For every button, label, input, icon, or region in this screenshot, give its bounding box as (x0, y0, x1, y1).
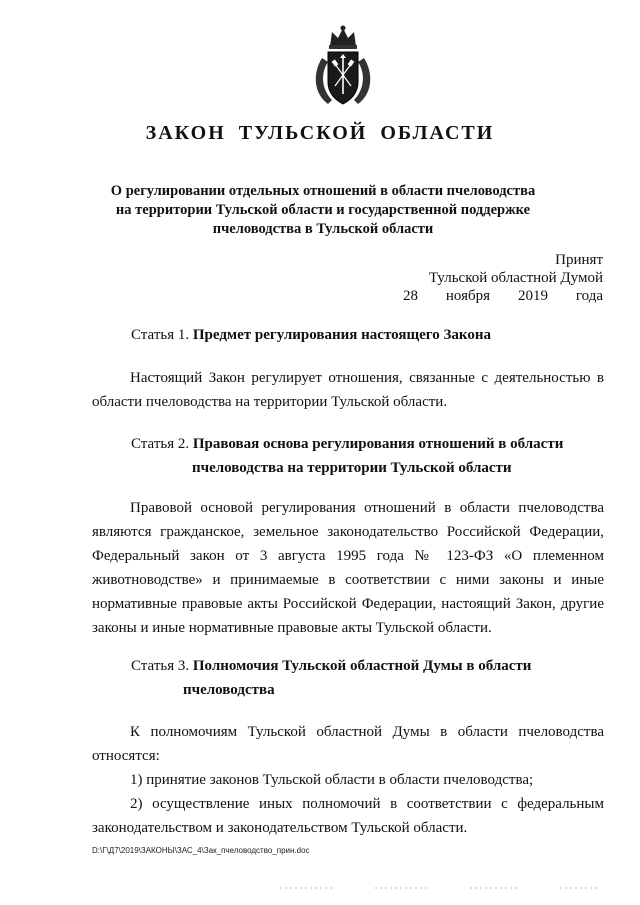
law-title: ЗАКОН ТУЛЬСКОЙ ОБЛАСТИ (145, 122, 495, 144)
adoption-line-body: Тульской областной Думой (428, 270, 603, 286)
article-title: Предмет регулирования настоящего Закона (192, 327, 491, 343)
article-title-line: пчеловодства (183, 682, 275, 698)
subtitle-line: О регулировании отдельных отношений в области пчеловодства (110, 183, 536, 199)
paragraph: Настоящий Закон регулирует отношения, связанные с деятельностью в области пчеловодства на территории Тульской области. (92, 370, 604, 410)
article-3-body (92, 720, 604, 840)
article-2-heading (131, 432, 563, 480)
article-title-line: Полномочия Тульской областной Думы в области (192, 658, 532, 674)
subtitle-line: на территории Тульской области и государственной поддержке (115, 202, 531, 218)
article-1-heading (131, 323, 491, 347)
adoption-date (403, 287, 603, 305)
article-label: Статья 2. (131, 436, 190, 452)
article-label: Статья 1. (131, 327, 190, 343)
adoption-year: 2019 (517, 288, 548, 304)
adoption-year-word: года (575, 288, 603, 304)
paragraph: 1) принятие законов Тульской области в области пчеловодства; (130, 772, 534, 788)
law-subtitle (96, 182, 550, 239)
paragraph: 2) осуществление иных полномочий в соответствии с федеральным законодательством и законодательством Тульской области. (92, 796, 604, 836)
scan-artifacts (0, 880, 640, 900)
adoption-day: 28 (403, 288, 418, 304)
file-path-footer: D:\Г\Д7\2019\ЗАКОНЫ\ЗАС_4\Зак_пчеловодство_прин.doc (92, 846, 310, 855)
article-1-body (92, 366, 604, 414)
article-2-body (92, 496, 604, 640)
adoption-block (403, 251, 603, 305)
tula-region-coat-of-arms-icon (308, 24, 378, 108)
paragraph: К полномочиям Тульской областной Думы в области пчеловодства относятся: (92, 724, 604, 764)
adoption-month: ноября (445, 288, 491, 304)
article-title-line: пчеловодства на территории Тульской области (192, 460, 512, 476)
subtitle-line: пчеловодства в Тульской области (212, 221, 434, 237)
article-3-heading (131, 654, 531, 702)
article-label: Статья 3. (131, 658, 190, 674)
paragraph: Правовой основой регулирования отношений в области пчеловодства являются гражданское, земельное законодательство Российской Федерации, Федеральный закон от 3 августа 1995 года № 123-ФЗ «О племенном животноводстве» и принимаемые в соответствии с ними законы и иные нормативные правовые акты Российской Федерации, настоящий Закон, другие законы и иные нормативные правовые акты Тульской области. (92, 500, 604, 636)
article-title-line: Правовая основа регулирования отношений в области (192, 436, 564, 452)
adoption-line-adopted: Принят (555, 252, 603, 268)
